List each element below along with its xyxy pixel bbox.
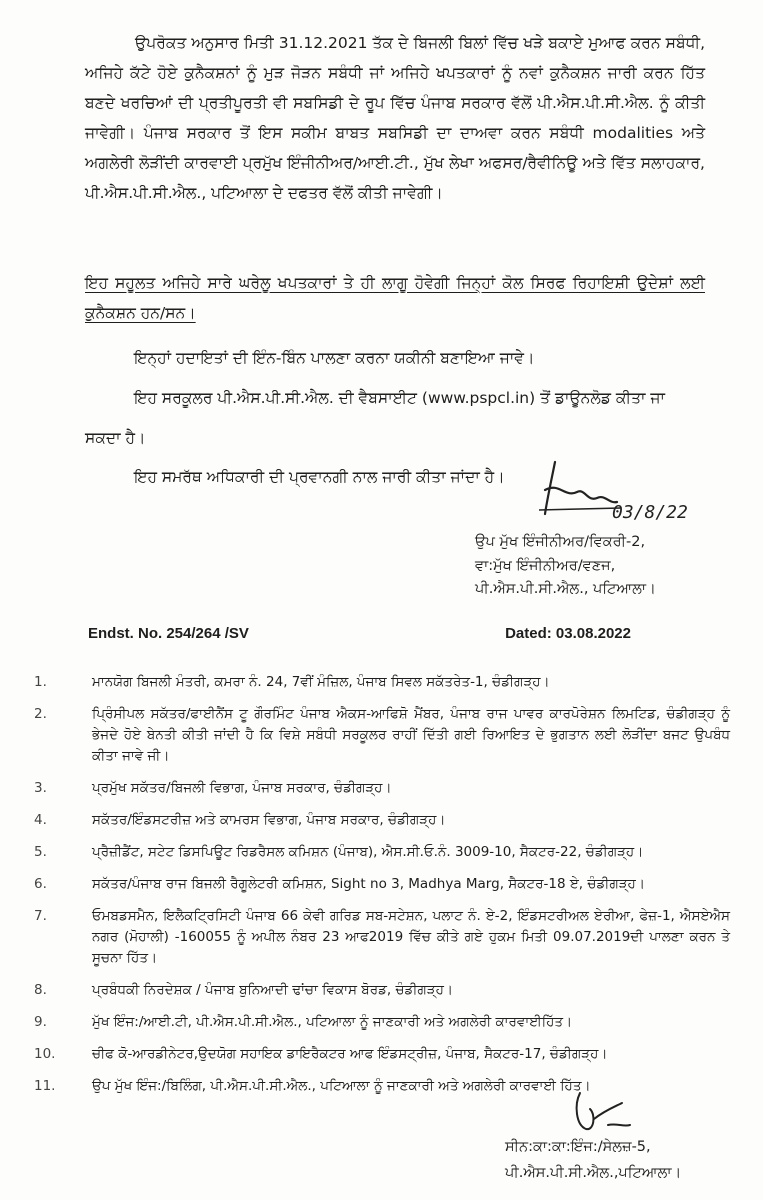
paragraph-applicability: ਇਹ ਸਹੂਲਤ ਅਜਿਹੇ ਸਾਰੇ ਘਰੇਲੂ ਖਪਤਕਾਰਾਂ ਤੇ ਹੀ ਲਾਗੂ ਹੋਵੇਗੀ ਜਿਨ੍ਹਾਂ ਕੋਲ ਸਿਰਫ ਰਿਹਾਇਸ਼ੀ ਉਦੇਸ਼ਾਂ ਲਈ ਕੁਨੈਕਸ਼ਨ ਹਨ/ਸਨ। <box>85 274 705 322</box>
paragraph-website-line1: ਇਹ ਸਰਕੂਲਰ ਪੀ.ਐਸ.ਪੀ.ਸੀ.ਐਲ. ਦੀ ਵੈਬਸਾਈਟ (www.pspcl.in) ਤੋਂ ਡਾਊਨਲੋਡ ਕੀਤਾ ਜਾ <box>134 389 665 407</box>
signatory-designation: ਉਪ ਮੁੱਖ ਇੰਜੀਨੀਅਰ/ਵਿਕਰੀ-2, <box>475 534 646 550</box>
signatory2-designation: ਸੀਨ:ਕਾ:ਕਾ:ਇੰਜ:/ਸੇਲਜ਼-5, <box>505 1139 651 1155</box>
paragraph-compliance: ਇਨ੍ਹਾਂ ਹਦਾਇਤਾਂ ਦੀ ਇੰਨ-ਬਿੰਨ ਪਾਲਣਾ ਕਰਨਾ ਯਕੀਨੀ ਬਣਾਇਆ ਜਾਵੇ। <box>134 349 535 367</box>
endorsement-row <box>88 625 723 642</box>
list-item: 7. ਓਮਬਡਸਮੈਨ, ਇਲੈਕਟ੍ਰਿਸਿਟੀ ਪੰਜਾਬ 66 ਕੇਵੀ ਗਰਿਡ ਸਬ-ਸਟੇਸ਼ਨ, ਪਲਾਟ ਨੰ. ਏ-2, ਇੰਡਸਟਰੀਅਲ ਏਰੀਆ, ਫੇਜ਼-1, ਐਸਏਐਸ ਨਗਰ (ਮੋਹਾਲੀ) -160055 ਨੂੰ ਅਪੀਲ ਨੰਬਰ 23 ਆਫ2019 ਵਿੱਚ ਕੀਤੇ ਗਏ ਹੁਕਮ ਮਿਤੀ 09.07.2019ਦੀ ਪਾਲਣਾ ਕਰਨ ਤੇ ਸੂਚਨਾ ਹਿੱਤ। <box>34 908 730 966</box>
list-item: 11. ਉਪ ਮੁੱਖ ਇੰਜ:/ਬਿਲਿੰਗ, ਪੀ.ਐਸ.ਪੀ.ਸੀ.ਐਲ., ਪਟਿਆਲਾ ਨੂੰ ਜਾਣਕਾਰੀ ਅਤੇ ਅਗਲੇਰੀ ਕਾਰਵਾਈ ਹਿੱਤ। <box>34 1078 591 1094</box>
paragraph-subsidy: ਉਪਰੋਕਤ ਅਨੁਸਾਰ ਮਿਤੀ 31.12.2021 ਤੱਕ ਦੇ ਬਿਜਲੀ ਬਿਲਾਂ ਵਿੱਚ ਖੜੇ ਬਕਾਏ ਮੁਆਫ ਕਰਨ ਸਬੰਧੀ, ਅਜਿਹੇ ਕੱਟੇ ਹੋਏ ਕੁਨੈਕਸ਼ਨਾਂ ਨੂੰ ਮੁੜ ਜੋੜਨ ਸਬੰਧੀ ਜਾਂ ਅਜਿਹੇ ਖਪਤਕਾਰਾਂ ਨੂੰ ਨਵਾਂ ਕੁਨੈਕਸ਼ਨ ਜਾਰੀ ਕਰਨ ਹਿੱਤ ਬਣਦੇ ਖਰਚਿਆਂ ਦੀ ਪ੍ਰਤੀਪੂਰਤੀ ਵੀ ਸਬਸਿਡੀ ਦੇ ਰੂਪ ਵਿੱਚ ਪੰਜਾਬ ਸਰਕਾਰ ਵੱਲੋਂ ਪੀ.ਐਸ.ਪੀ.ਸੀ.ਐਲ. ਨੂੰ ਕੀਤੀ ਜਾਵੇਗੀ। ਪੰਜਾਬ ਸਰਕਾਰ ਤੋਂ ਇਸ ਸਕੀਮ ਬਾਬਤ ਸਬਸਿਡੀ ਦਾ ਦਾਅਵਾ ਕਰਨ ਸਬੰਧੀ modalities ਅਤੇ ਅਗਲੇਰੀ ਲੋੜੀਂਦੀ ਕਾਰਵਾਈ ਪ੍ਰਮੁੱਖ ਇੰਜੀਨੀਅਰ/ਆਈ.ਟੀ., ਮੁੱਖ ਲੇਖਾ ਅਫਸਰ/ਰੈਵੀਨਿਊ ਅਤੇ ਵਿੱਤ ਸਲਾਹਕਾਰ, ਪੀ.ਐਸ.ਪੀ.ਸੀ.ਐਲ., ਪਟਿਆਲਾ ਦੇ ਦਫਤਰ ਵੱਲੋਂ ਕੀਤੀ ਜਾਵੇਗੀ। <box>85 34 705 202</box>
endorsement-number: Endst. No. 254/264 /SV <box>88 625 249 642</box>
list-item: 2. ਪ੍ਰਿੰਸੀਪਲ ਸਕੱਤਰ/ਫਾਈਨੈਂਸ ਟੂ ਗੌਰਮਿੰਟ ਪੰਜਾਬ ਐਕਸ-ਆਫਿਸ਼ੋ ਮੈਂਬਰ, ਪੰਜਾਬ ਰਾਜ ਪਾਵਰ ਕਾਰਪੋਰੇਸ਼ਨ ਲਿਮਟਿਡ, ਚੰਡੀਗੜ੍ਹ ਨੂੰ ਭੇਜਦੇ ਹੋਏ ਬੇਨਤੀ ਕੀਤੀ ਜਾਂਦੀ ਹੈ ਕਿ ਵਿਸ਼ੇ ਸਬੰਧੀ ਸਰਕੂਲਰ ਰਾਹੀਂ ਦਿੱਤੀ ਗਈ ਰਿਆਇਤ ਦੇ ਭੁਗਤਾਨ ਲਈ ਲੋੜੀਂਦਾ ਬਜਟ ਉਪਬੰਧ ਕੀਤਾ ਜਾਵੇ ਜੀ। <box>34 706 730 764</box>
list-item: 1. ਮਾਨਯੋਗ ਬਿਜਲੀ ਮੰਤਰੀ, ਕਮਰਾ ਨੰ. 24, 7ਵੀਂ ਮੰਜ਼ਿਲ, ਪੰਜਾਬ ਸਿਵਲ ਸਕੱਤਰੇਤ-1, ਚੰਡੀਗੜ੍ਹ। <box>34 674 550 690</box>
list-item: 4. ਸਕੱਤਰ/ਇੰਡਸਟਰੀਜ਼ ਅਤੇ ਕਾਮਰਸ ਵਿਭਾਗ, ਪੰਜਾਬ ਸਰਕਾਰ, ਚੰਡੀਗੜ੍ਹ। <box>34 812 446 828</box>
list-item: 5. ਪ੍ਰੈਜ਼ੀਡੈਂਟ, ਸਟੇਟ ਡਿਸਪਿਊਟ ਰਿਡਰੈਸਲ ਕਮਿਸ਼ਨ (ਪੰਜਾਬ), ਐਸ.ਸੀ.ਓ.ਨੰ. 3009-10, ਸੈਕਟਰ-22, ਚੰਡੀਗੜ੍ਹ। <box>34 844 644 860</box>
endorsement-date: Dated: 03.08.2022 <box>505 625 631 642</box>
list-item: 3. ਪ੍ਰਮੁੱਖ ਸਕੱਤਰ/ਬਿਜਲੀ ਵਿਭਾਗ, ਪੰਜਾਬ ਸਰਕਾਰ, ਚੰਡੀਗੜ੍ਹ। <box>34 780 392 796</box>
signatory-on-behalf: ਵਾ:ਮੁੱਖ ਇੰਜੀਨੀਅਰ/ਵਣਜ, <box>475 558 616 574</box>
signatory-organization: ਪੀ.ਐਸ.ਪੀ.ਸੀ.ਐਲ., ਪਟਿਆਲਾ। <box>475 581 656 597</box>
list-item: 10. ਚੀਫ ਕੋ-ਆਰਡੀਨੇਟਰ,ਉਦਯੋਗ ਸਹਾਇਕ ਡਾਇਰੈਕਟਰ ਆਫ ਇੰਡਸਟ੍ਰੀਜ਼, ਪੰਜਾਬ, ਸੈਕਟਰ-17, ਚੰਡੀਗੜ੍ਹ। <box>34 1046 608 1062</box>
paragraph-approval: ਇਹ ਸਮਰੱਥ ਅਧਿਕਾਰੀ ਦੀ ਪ੍ਰਵਾਨਗੀ ਨਾਲ ਜਾਰੀ ਕੀਤਾ ਜਾਂਦਾ ਹੈ। <box>134 468 505 486</box>
paragraph-website-line2: ਸਕਦਾ ਹੈ। <box>85 429 146 447</box>
list-item: 6. ਸਕੱਤਰ/ਪੰਜਾਬ ਰਾਜ ਬਿਜਲੀ ਰੈਗੂਲੇਟਰੀ ਕਮਿਸ਼ਨ, Sight no 3, Madhya Marg, ਸੈਕਟਰ-18 ਏ, ਚੰਡੀਗੜ੍ਹ। <box>34 876 645 892</box>
signature-date: 03/8/22 <box>612 502 688 523</box>
distribution-list <box>30 672 730 1108</box>
signatory2-organization: ਪੀ.ਐਸ.ਪੀ.ਸੀ.ਐਲ.,ਪਟਿਆਲਾ। <box>505 1165 682 1181</box>
list-item: 9. ਮੁੱਖ ਇੰਜ:/ਆਈ.ਟੀ, ਪੀ.ਐਸ.ਪੀ.ਸੀ.ਐਲ., ਪਟਿਆਲਾ ਨੂੰ ਜਾਣਕਾਰੀ ਅਤੇ ਅਗਲੇਰੀ ਕਾਰਵਾਈਹਿੱਤ। <box>34 1014 573 1030</box>
list-item: 8. ਪ੍ਰਬੰਧਕੀ ਨਿਰਦੇਸ਼ਕ / ਪੰਜਾਬ ਬੁਨਿਆਦੀ ਢਾਂਚਾ ਵਿਕਾਸ ਬੋਰਡ, ਚੰਡੀਗੜ੍ਹ। <box>34 982 453 998</box>
